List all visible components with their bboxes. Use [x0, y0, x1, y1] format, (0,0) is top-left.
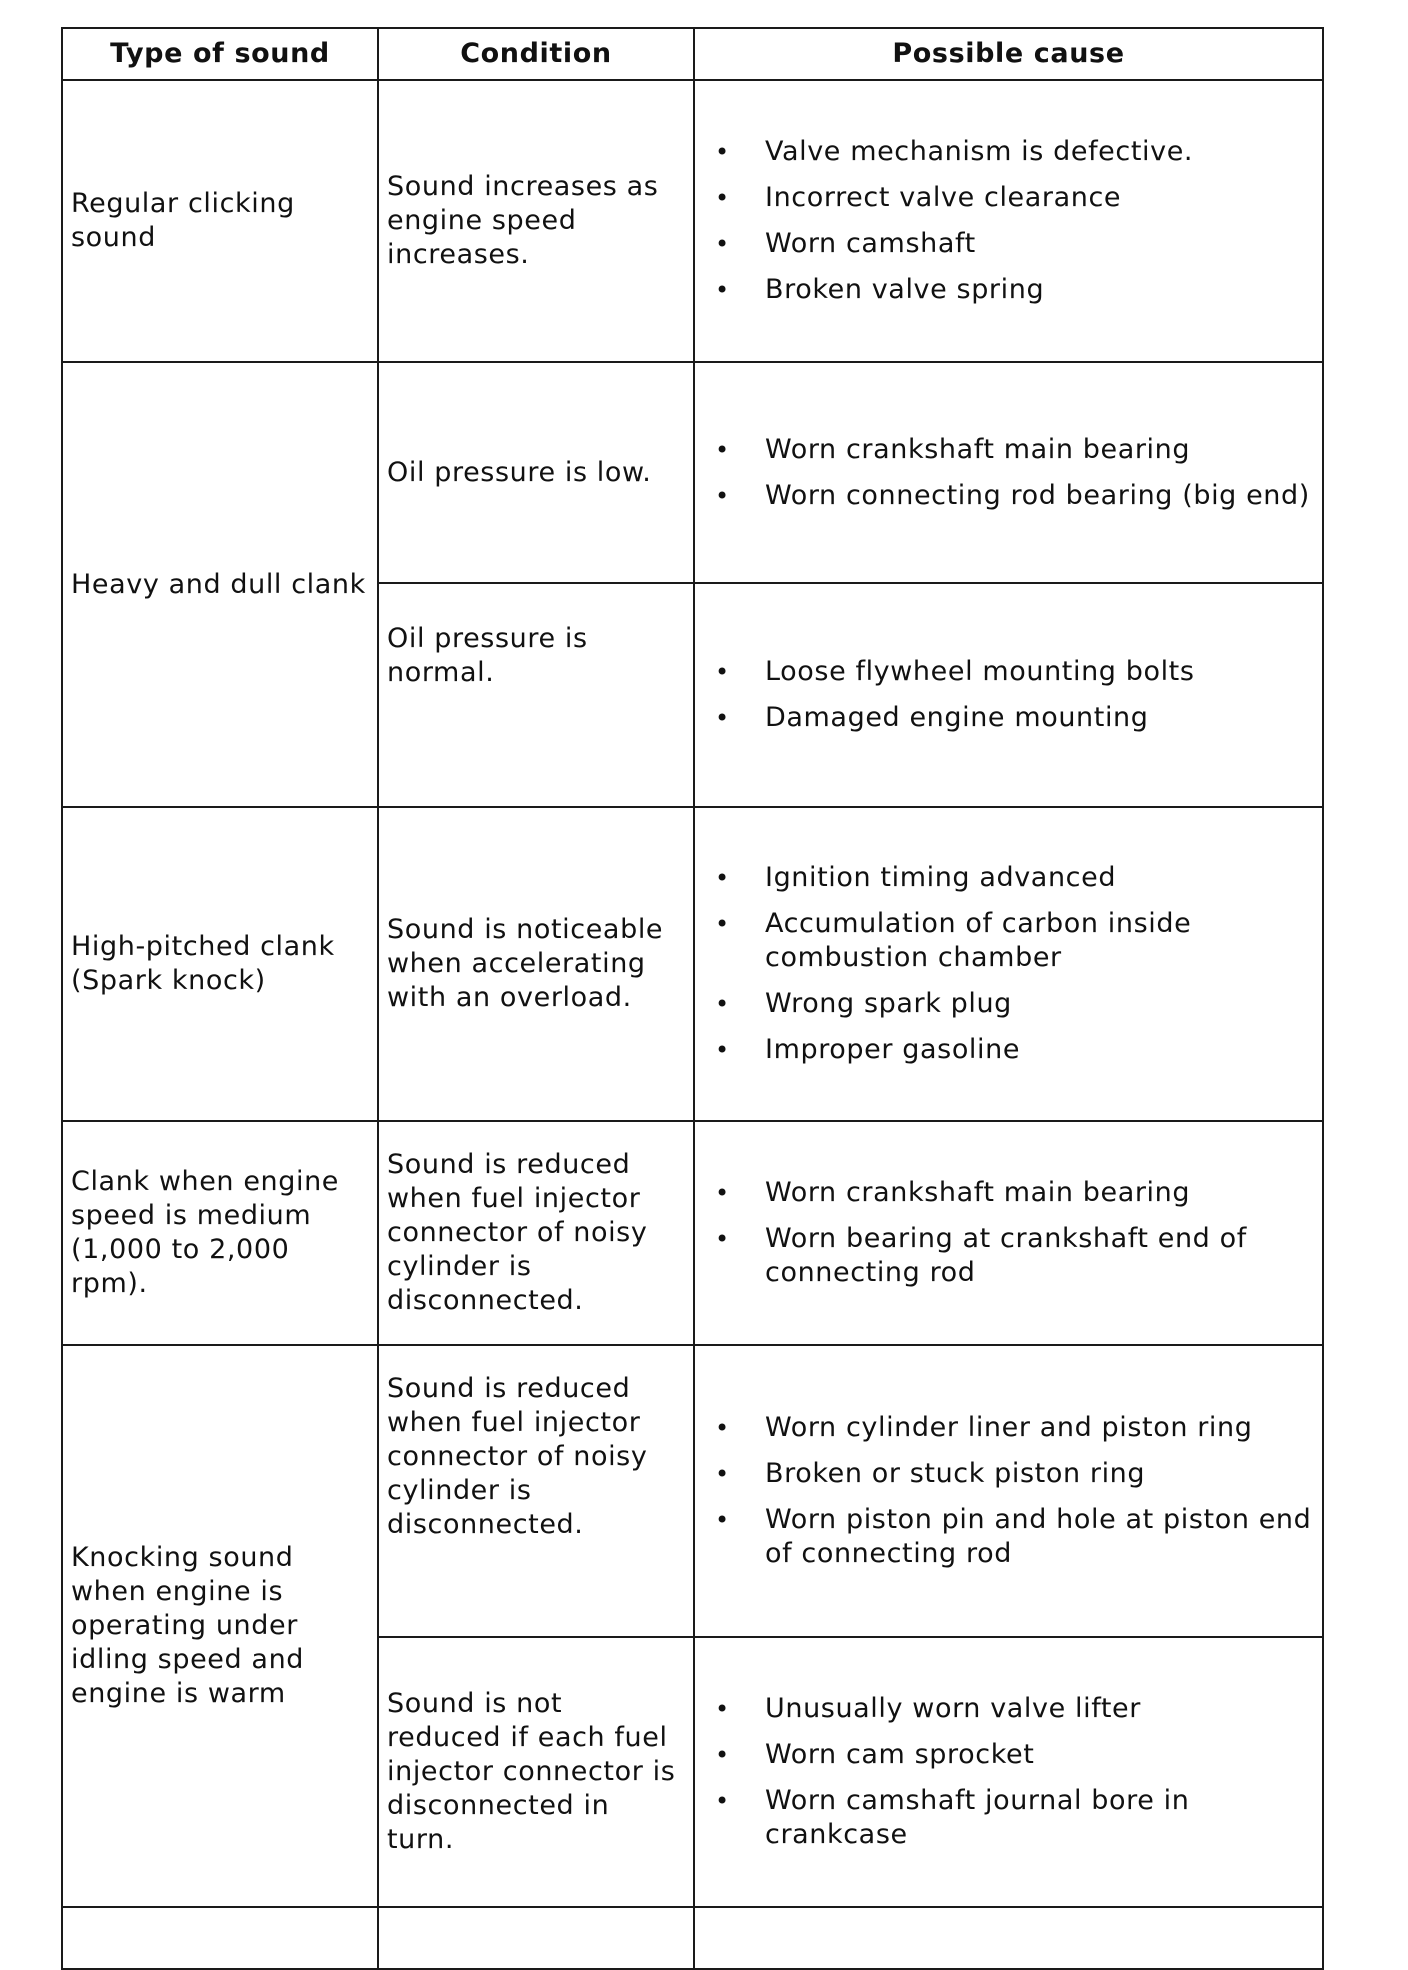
sound-cell: Knocking sound when engine is operating under idling speed and engine is warm [62, 1345, 378, 1907]
cause-item: • Improper gasoline [765, 1033, 1314, 1067]
condition-cell: Oil pressure is normal. [378, 583, 694, 807]
sound-cell: Regular clicking sound [62, 80, 378, 362]
cause-list [703, 1411, 1314, 1571]
cause-item: • Worn connecting rod bearing (big end) [765, 479, 1314, 513]
empty-cell [62, 1907, 378, 1969]
cause-item: • Wrong spark plug [765, 987, 1314, 1021]
condition-cell: Sound is reduced when fuel injector connector of noisy cylinder is disconnected. [378, 1345, 694, 1637]
table-row [62, 362, 1323, 583]
sound-cell: High-pitched clank (Spark knock) [62, 807, 378, 1121]
cause-item: • Accumulation of carbon inside combustion chamber [765, 907, 1314, 975]
cause-item: • Worn cylinder liner and piston ring [765, 1411, 1314, 1445]
engine-noise-diagnosis-table [61, 27, 1324, 1970]
cause-item: • Damaged engine mounting [765, 701, 1314, 735]
cause-item: • Valve mechanism is defective. [765, 135, 1314, 169]
condition-cell: Oil pressure is low. [378, 362, 694, 583]
cause-cell [694, 1637, 1323, 1907]
condition-cell: Sound increases as engine speed increases. [378, 80, 694, 362]
header-condition: Condition [378, 28, 694, 80]
cause-cell [694, 1121, 1323, 1345]
condition-cell: Sound is not reduced if each fuel injector connector is disconnected in turn. [378, 1637, 694, 1907]
header-possible-cause: Possible cause [694, 28, 1323, 80]
cause-item: • Worn crankshaft main bearing [765, 433, 1314, 467]
cause-item: • Ignition timing advanced [765, 861, 1314, 895]
table-row [62, 1121, 1323, 1345]
cause-list [703, 1176, 1314, 1290]
table-row [62, 807, 1323, 1121]
cause-item: • Broken valve spring [765, 273, 1314, 307]
cause-cell [694, 80, 1323, 362]
cause-item: • Worn bearing at crankshaft end of connecting rod [765, 1222, 1314, 1290]
cause-item: • Loose flywheel mounting bolts [765, 655, 1314, 689]
header-type-of-sound: Type of sound [62, 28, 378, 80]
cause-list [703, 655, 1314, 735]
cause-item: • Incorrect valve clearance [765, 181, 1314, 215]
condition-cell: Sound is reduced when fuel injector connector of noisy cylinder is disconnected. [378, 1121, 694, 1345]
cause-list [703, 861, 1314, 1067]
sound-cell: Clank when engine speed is medium (1,000 to 2,000 rpm). [62, 1121, 378, 1345]
cause-item: • Unusually worn valve lifter [765, 1692, 1314, 1726]
empty-cell [378, 1907, 694, 1969]
cause-item: • Worn camshaft journal bore in crankcase [765, 1784, 1314, 1852]
cause-list [703, 135, 1314, 307]
condition-cell: Sound is noticeable when accelerating with an overload. [378, 807, 694, 1121]
cause-item: • Worn piston pin and hole at piston end of connecting rod [765, 1503, 1314, 1571]
table-row [62, 80, 1323, 362]
cause-list [703, 1692, 1314, 1852]
cause-item: • Worn crankshaft main bearing [765, 1176, 1314, 1210]
table-header-row [62, 28, 1323, 80]
cause-item: • Worn cam sprocket [765, 1738, 1314, 1772]
cause-cell [694, 583, 1323, 807]
cause-list [703, 433, 1314, 513]
sound-cell: Heavy and dull clank [62, 362, 378, 807]
cause-item: • Broken or stuck piston ring [765, 1457, 1314, 1491]
cause-cell [694, 362, 1323, 583]
document-page [61, 27, 1322, 1970]
cause-cell [694, 1345, 1323, 1637]
cause-cell [694, 807, 1323, 1121]
empty-cell [694, 1907, 1323, 1969]
table-row [62, 1345, 1323, 1637]
table-row-continued [62, 1907, 1323, 1969]
cause-item: • Worn camshaft [765, 227, 1314, 261]
